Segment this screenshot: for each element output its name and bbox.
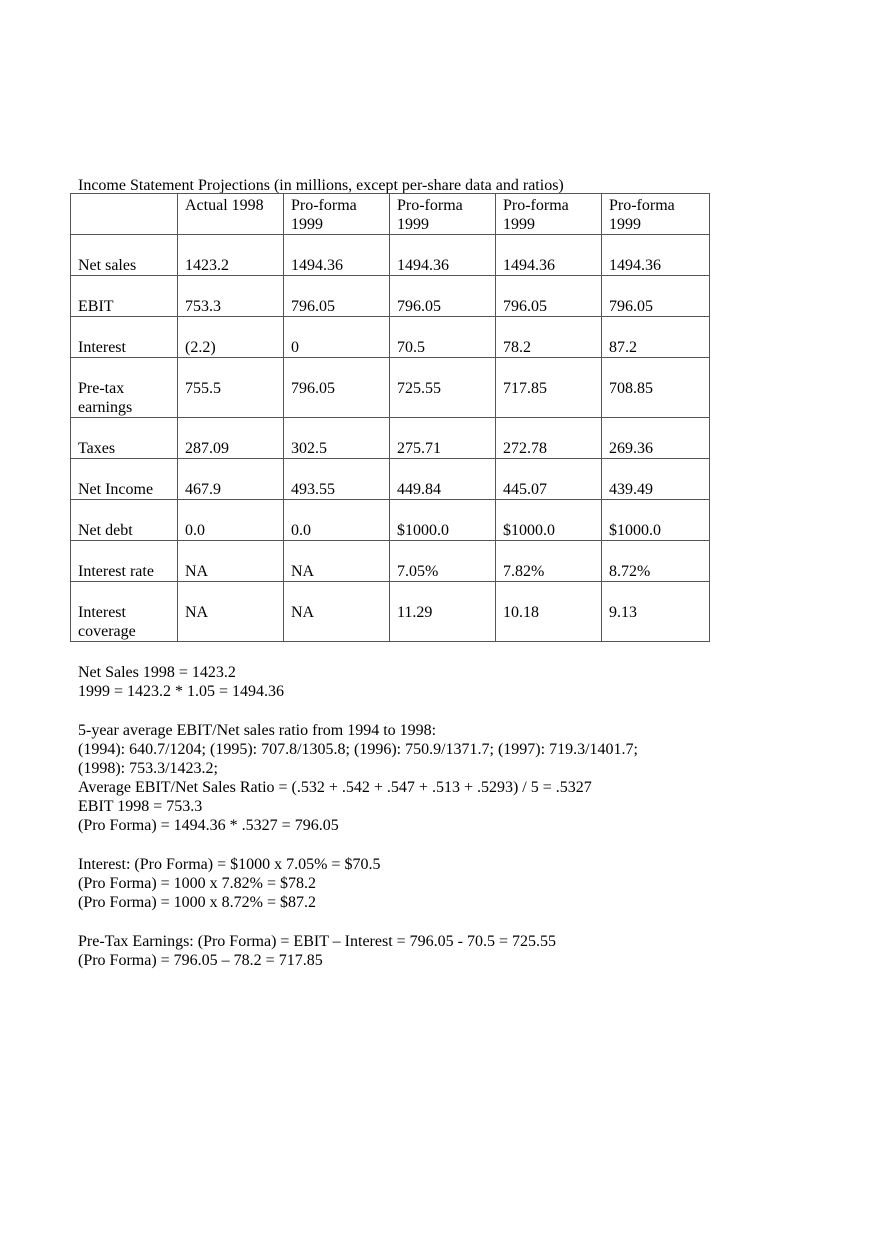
table-cell: 725.55 (390, 358, 496, 418)
table-cell: 9.13 (602, 582, 710, 642)
table-row (71, 418, 710, 459)
table-row (71, 500, 710, 541)
table-cell: (2.2) (178, 317, 284, 358)
note-line: Average EBIT/Net Sales Ratio = (.532 + .542 + .547 + .513 + .5293) / 5 = .5327 (78, 779, 592, 796)
table-cell: 287.09 (178, 418, 284, 459)
table-cell: 87.2 (602, 317, 710, 358)
table-cell: 796.05 (390, 276, 496, 317)
table-row (71, 459, 710, 500)
header-cell: Pro-forma 1999 (284, 194, 390, 235)
table-cell: 708.85 (602, 358, 710, 418)
row-label: EBIT (71, 276, 178, 317)
table-cell: 7.82% (496, 541, 602, 582)
table-cell: 796.05 (602, 276, 710, 317)
table-row (71, 317, 710, 358)
note-line: (1998): 753.3/1423.2; (78, 760, 218, 777)
note-line: (Pro Forma) = 796.05 – 78.2 = 717.85 (78, 952, 323, 969)
table-cell: NA (284, 541, 390, 582)
table-cell: 70.5 (390, 317, 496, 358)
note-line: 1999 = 1423.2 * 1.05 = 1494.36 (78, 683, 285, 700)
note-line: 5-year average EBIT/Net sales ratio from 1994 to 1998: (78, 722, 437, 739)
note-line: Interest: (Pro Forma) = $1000 x 7.05% = $70.5 (78, 856, 381, 873)
note-line: EBIT 1998 = 753.3 (78, 798, 203, 815)
row-label: Net sales (71, 235, 178, 276)
note-line: (Pro Forma) = 1000 x 8.72% = $87.2 (78, 894, 317, 911)
note-line: Net Sales 1998 = 1423.2 (78, 664, 236, 681)
table-cell: 1494.36 (602, 235, 710, 276)
row-label: Interest (71, 317, 178, 358)
table-cell: 753.3 (178, 276, 284, 317)
header-cell: Pro-forma 1999 (602, 194, 710, 235)
table-header-row (71, 194, 710, 235)
table-cell: 796.05 (284, 358, 390, 418)
table-cell: NA (178, 582, 284, 642)
row-label: Taxes (71, 418, 178, 459)
table-cell: 78.2 (496, 317, 602, 358)
row-label: Net debt (71, 500, 178, 541)
table-cell: 275.71 (390, 418, 496, 459)
row-label: Interest rate (71, 541, 178, 582)
table-row (71, 358, 710, 418)
header-cell: Pro-forma 1999 (390, 194, 496, 235)
note-line: (Pro Forma) = 1000 x 7.82% = $78.2 (78, 875, 317, 892)
table-cell: 272.78 (496, 418, 602, 459)
table-cell: $1000.0 (390, 500, 496, 541)
table-cell: 467.9 (178, 459, 284, 500)
table-cell: 0 (284, 317, 390, 358)
table-caption: Income Statement Projections (in millions, except per-share data and ratios) (78, 177, 564, 194)
table-row (71, 541, 710, 582)
header-cell: Actual 1998 (178, 194, 284, 235)
row-label: Net Income (71, 459, 178, 500)
table-row (71, 276, 710, 317)
table-cell: 796.05 (496, 276, 602, 317)
table-cell: 717.85 (496, 358, 602, 418)
table-cell: 269.36 (602, 418, 710, 459)
header-cell: Pro-forma 1999 (496, 194, 602, 235)
table-cell: $1000.0 (602, 500, 710, 541)
income-statement-table (70, 193, 710, 642)
table-cell: 439.49 (602, 459, 710, 500)
table-cell: 1494.36 (496, 235, 602, 276)
table-cell: 796.05 (284, 276, 390, 317)
table-cell: $1000.0 (496, 500, 602, 541)
note-line: (1994): 640.7/1204; (1995): 707.8/1305.8; (1996): 750.9/1371.7; (1997): 719.3/1401.7; (78, 741, 638, 758)
note-line: Pre-Tax Earnings: (Pro Forma) = EBIT – Interest = 796.05 - 70.5 = 725.55 (78, 933, 557, 950)
table-cell: 493.55 (284, 459, 390, 500)
table-row (71, 235, 710, 276)
table-cell: 10.18 (496, 582, 602, 642)
table-cell: 449.84 (390, 459, 496, 500)
table-cell: 445.07 (496, 459, 602, 500)
header-cell (71, 194, 178, 235)
row-label: Interest coverage (71, 582, 178, 642)
table-cell: NA (284, 582, 390, 642)
table-cell: 1423.2 (178, 235, 284, 276)
table-cell: 1494.36 (390, 235, 496, 276)
table-cell: 8.72% (602, 541, 710, 582)
row-label: Pre-tax earnings (71, 358, 178, 418)
table-cell: 1494.36 (284, 235, 390, 276)
note-line: (Pro Forma) = 1494.36 * .5327 = 796.05 (78, 817, 339, 834)
table-cell: 0.0 (284, 500, 390, 541)
table-cell: NA (178, 541, 284, 582)
table-cell: 7.05% (390, 541, 496, 582)
table-cell: 11.29 (390, 582, 496, 642)
calculation-notes (78, 663, 868, 970)
table-cell: 302.5 (284, 418, 390, 459)
table-cell: 0.0 (178, 500, 284, 541)
table-row (71, 582, 710, 642)
table-cell: 755.5 (178, 358, 284, 418)
